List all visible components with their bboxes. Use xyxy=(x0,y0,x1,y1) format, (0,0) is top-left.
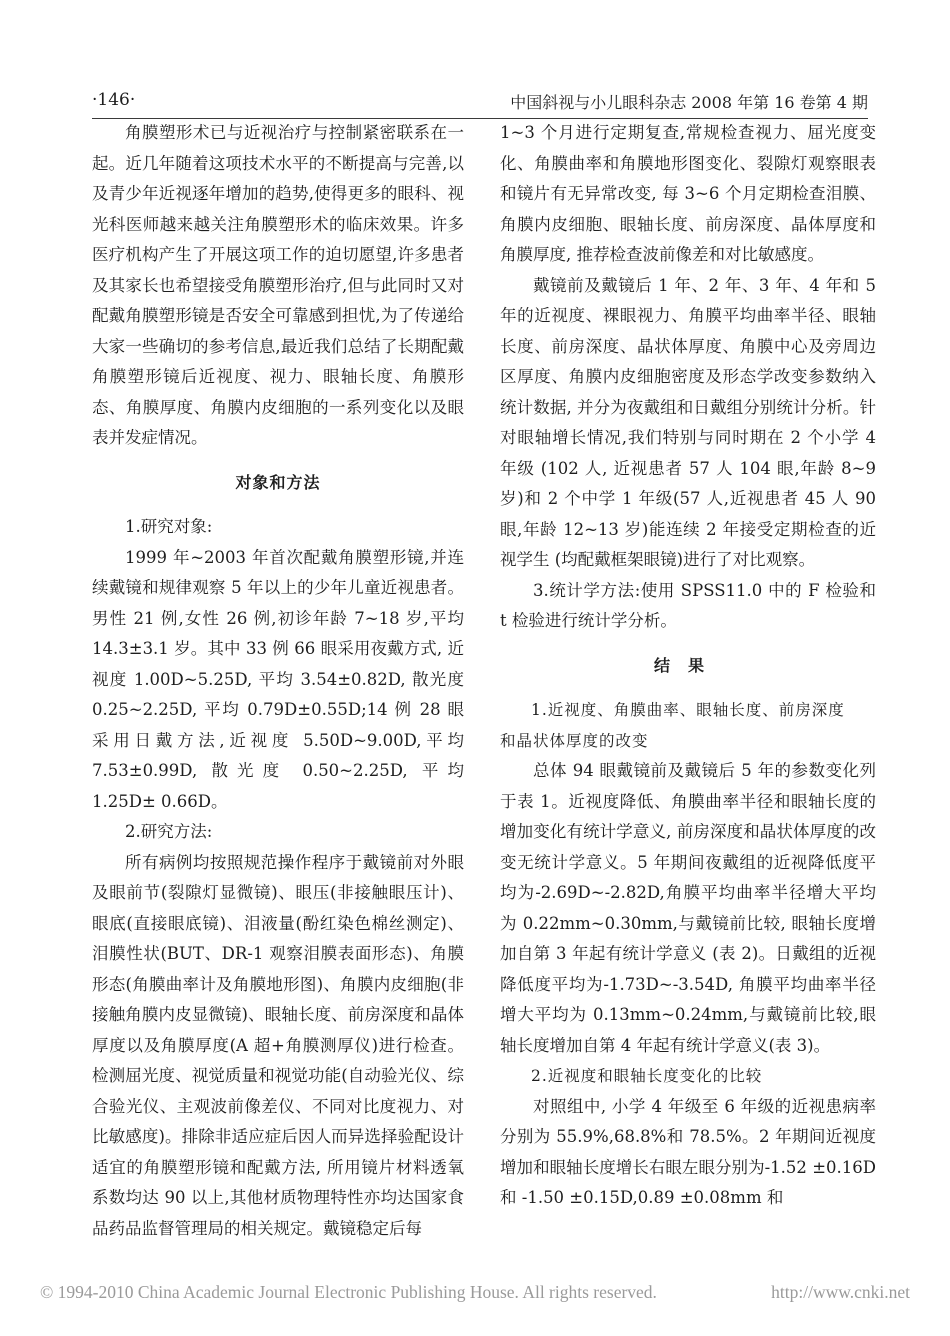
data-collection-paragraph: 戴镜前及戴镜后 1 年、2 年、3 年、4 年和 5 年的近视度、裸眼视力、角膜平均曲率半径、眼轴长度、前房深度、晶状体厚度、角膜中心及旁周边区厚度、角膜内皮细胞密度及形态学改变参数纳入统计数据, 并分为夜戴组和日戴组分别统计分析。针对眼轴增长情况,我们特别与同时期在 2 个小学 4 年级 (102 人, 近视患者 57 人 104 眼,年龄 8~9 岁)和 2 个中学 1 年级(57 人,近视患者 45 人 90 眼,年龄 12~13 岁)能连续 2 年接受定期检查的近视学生 (均配戴框架眼镜)进行了对比观察。 xyxy=(500,275,876,569)
page-number: ·146· xyxy=(92,90,136,110)
page-footer xyxy=(40,1282,910,1303)
copyright-notice: © 1994-2010 China Academic Journal Electronic Publishing House. All rights reserved. xyxy=(40,1282,657,1302)
methods-paragraph: 所有病例均按照规范操作程序于戴镜前对外眼及眼前节(裂隙灯显微镜)、眼压(非接触眼压计)、眼底(直接眼底镜)、泪液量(酚红染色棉丝测定)、泪膜性状(BUT、DR-1 观察泪膜表面形态)、角膜形态(角膜曲率计及角膜地形图)、角膜内皮细胞(非接触角膜内皮显微镜)、眼轴长度、前房深度和晶体厚度以及角膜厚度(A 超+角膜测厚仪)进行检查。检测屈光度、视觉质量和视觉功能(自动验光仪、综合验光仪、主观波前像差仪、不同对比度视力、对比敏感度)。排除非适应症后因人而异选择验配设计适宜的角膜塑形镜和配戴方法, 所用镜片材料透氧系数均达 90 以上,其他材质物理特性亦均达国家食品药品监督管理局的相关规定。戴镜稳定后每 xyxy=(92,852,464,1238)
section-heading-results: 结果 xyxy=(653,655,722,675)
subjects-paragraph: 1999 年~2003 年首次配戴角膜塑形镜,并连续戴镜和规律观察 5 年以上的少年儿童近视患者。男性 21 例,女性 26 例,初诊年龄 7~18 岁,平均 14.3±3.1 岁。其中 33 例 66 眼采用夜戴方式, 近视度 1.00D~5.25D, 平均 3.54±0.82D, 散光度 0.25~2.25D, 平均 0.79D±0.55D;14 例 28 眼采用日戴方法,近视度 5.50D~9.00D,平均 7.53±0.99D, 散光度 0.50~2.25D, 平均 1.25D± 0.66D。 xyxy=(92,547,464,811)
subsection-title-methods: 2.研究方法: xyxy=(125,822,213,841)
statistics-paragraph: 3.统计学方法:使用 SPSS11.0 中的 F 检验和 t 检验进行统计学分析。 xyxy=(500,580,876,630)
results-paragraph-1: 总体 94 眼戴镜前及戴镜后 5 年的参数变化列于表 1。近视度降低、角膜曲率半径和眼轴长度的增加变化有统计学意义, 前房深度和晶状体厚度的改变无统计学意义。5 年期间夜戴组的近视降低度平均为-2.69D~-2.82D,角膜平均曲率半径增大平均为 0.22mm~0.30mm,与戴镜前比较, 眼轴长度增加自第 3 年起有统计学意义 (表 2)。日戴组的近视降低度平均为-1.73D~-3.54D, 角膜平均曲率半径增大平均为 0.13mm~0.24mm,与戴镜前比较,眼轴长度增加自第 4 年起有统计学意义(表 3)。 xyxy=(500,761,876,1055)
page-header xyxy=(92,88,868,119)
footer-url-link[interactable]: http://www.cnki.net xyxy=(771,1282,910,1302)
right-column xyxy=(500,118,876,1214)
intro-paragraph: 角膜塑形术已与近视治疗与控制紧密联系在一起。近几年随着这项技术水平的不断提高与完善,以及青少年近视逐年增加的趋势,使得更多的眼科、视光科医师越来越关注角膜塑形术的临床效果。许多医疗机构产生了开展这项工作的迫切愿望,许多患者及其家长也希望接受角膜塑形治疗,但与此同时又对配戴角膜塑形镜是否安全可靠感到担忧,为了传递给大家一些确切的参考信息,最近我们总结了长期配戴角膜塑形镜后近视度、视力、眼轴长度、角膜形态、角膜厚度、角膜内皮细胞的一系列变化以及眼表并发症情况。 xyxy=(92,123,464,447)
section-heading-methods: 对象和方法 xyxy=(235,472,321,492)
subsection-title-subjects: 1.研究对象: xyxy=(125,517,213,536)
results-subtitle-1b: 和晶状体厚度的改变 xyxy=(500,731,649,750)
methods-continued-paragraph: 1~3 个月进行定期复查,常规检查视力、屈光度变化、角膜曲率和角膜地形图变化、裂隙灯观察眼表和镜片有无异常改变, 每 3~6 个月定期检查泪膜、角膜内皮细胞、眼轴长度、前房深度、晶体厚度和角膜厚度, 推荐检查波前像差和对比敏感度。 xyxy=(500,123,876,264)
left-column xyxy=(92,118,464,1244)
journal-title: 中国斜视与小儿眼科杂志 2008 年第 16 卷第 4 期 xyxy=(510,93,868,112)
results-subtitle-1a: 1.近视度、角膜曲率、眼轴长度、前房深度 xyxy=(531,701,845,719)
results-subtitle-2: 2.近视度和眼轴长度变化的比较 xyxy=(531,1067,763,1085)
results-paragraph-2: 对照组中, 小学 4 年级至 6 年级的近视患病率分别为 55.9%,68.8%和 78.5%。2 年期间近视度增加和眼轴长度增长右眼左眼分别为-1.52 ±0.16D 和 -1.50 ±0.15D,0.89 ±0.08mm 和 xyxy=(500,1096,876,1207)
